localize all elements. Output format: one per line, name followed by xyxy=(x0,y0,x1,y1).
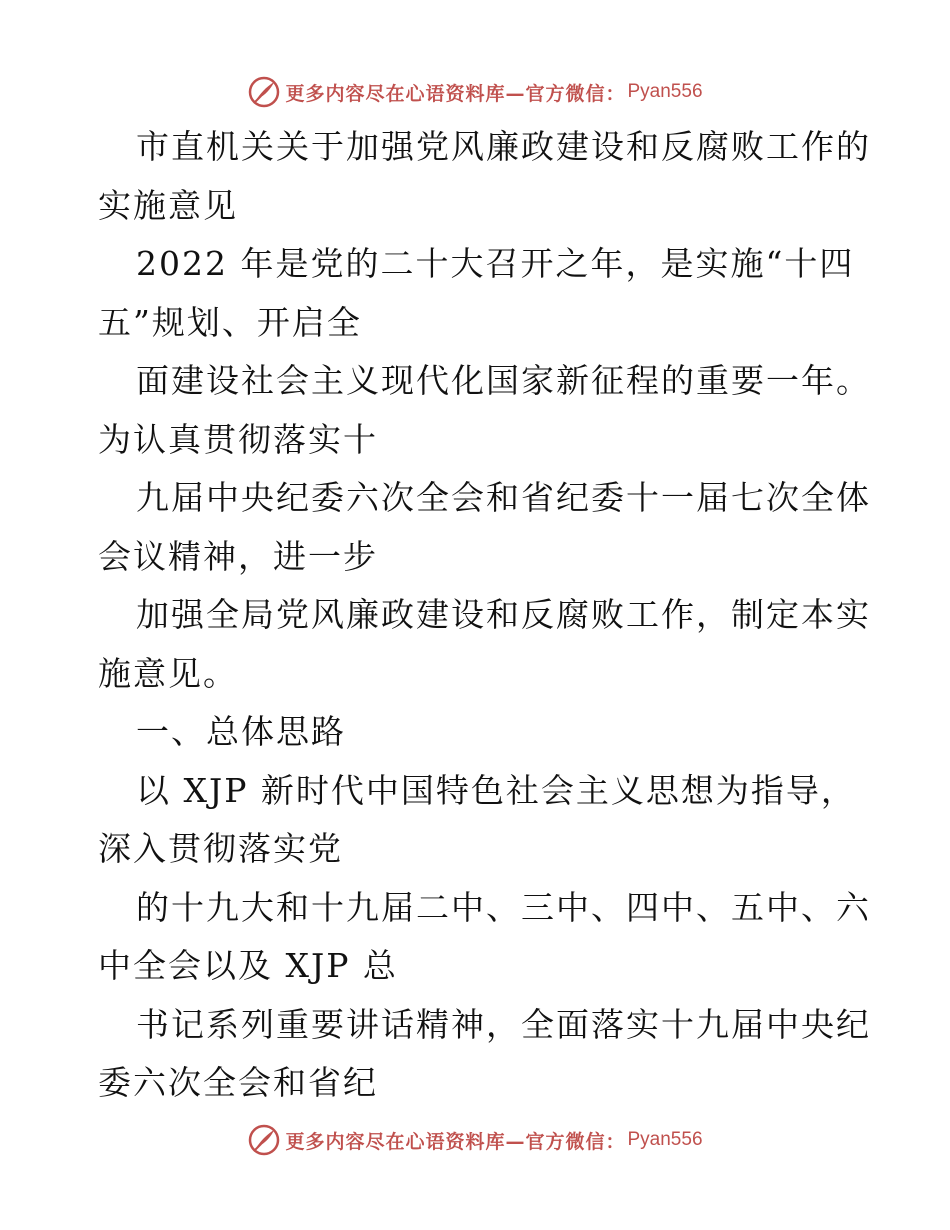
document-body xyxy=(98,118,871,1113)
feather-pen-circle-icon xyxy=(247,1123,281,1157)
text-line: 中全会以及 XJP 总 xyxy=(98,946,398,985)
watermark-wechat-id: Pyan556 xyxy=(627,1129,703,1150)
text-line: 委六次全会和省纪 xyxy=(98,1063,378,1102)
text-line: 加强全局党风廉政建设和反腐败工作，制定本实 xyxy=(136,595,871,634)
text-line: 会议精神，进一步 xyxy=(98,536,378,576)
footer-watermark xyxy=(0,1120,950,1160)
text-line: 深入贯彻落实党 xyxy=(98,829,343,868)
text-line: 五”规划、开启全 xyxy=(98,302,362,342)
header-watermark xyxy=(0,72,950,112)
text-line: 九届中央纪委六次全会和省纪委十一届七次全体 xyxy=(136,478,871,517)
text-line: 面建设社会主义现代化国家新征程的重要一年。 xyxy=(136,361,871,400)
text-line: 为认真贯彻落实十 xyxy=(98,419,378,459)
text-line: 市直机关关于加强党风廉政建设和反腐败工作的 xyxy=(136,127,871,166)
text-line: 施意见。 xyxy=(98,653,238,693)
watermark-text: 更多内容尽在心语资料库—官方微信： xyxy=(285,1130,626,1153)
text-line: 以 XJP 新时代中国特色社会主义思想为指导， xyxy=(136,770,856,810)
watermark-text: 更多内容尽在心语资料库—官方微信： xyxy=(285,82,626,105)
text-line: 2022 年是党的二十大召开之年，是实施“十四 xyxy=(136,244,855,283)
feather-pen-circle-icon xyxy=(247,75,281,109)
text-line: 书记系列重要讲话精神，全面落实十九届中央纪 xyxy=(136,1004,871,1044)
text-line: 实施意见 xyxy=(98,185,238,225)
text-line: 一、总体思路 xyxy=(136,712,346,751)
text-line: 的十九大和十九届二中、三中、四中、五中、六 xyxy=(136,887,871,927)
watermark-wechat-id: Pyan556 xyxy=(627,81,703,102)
